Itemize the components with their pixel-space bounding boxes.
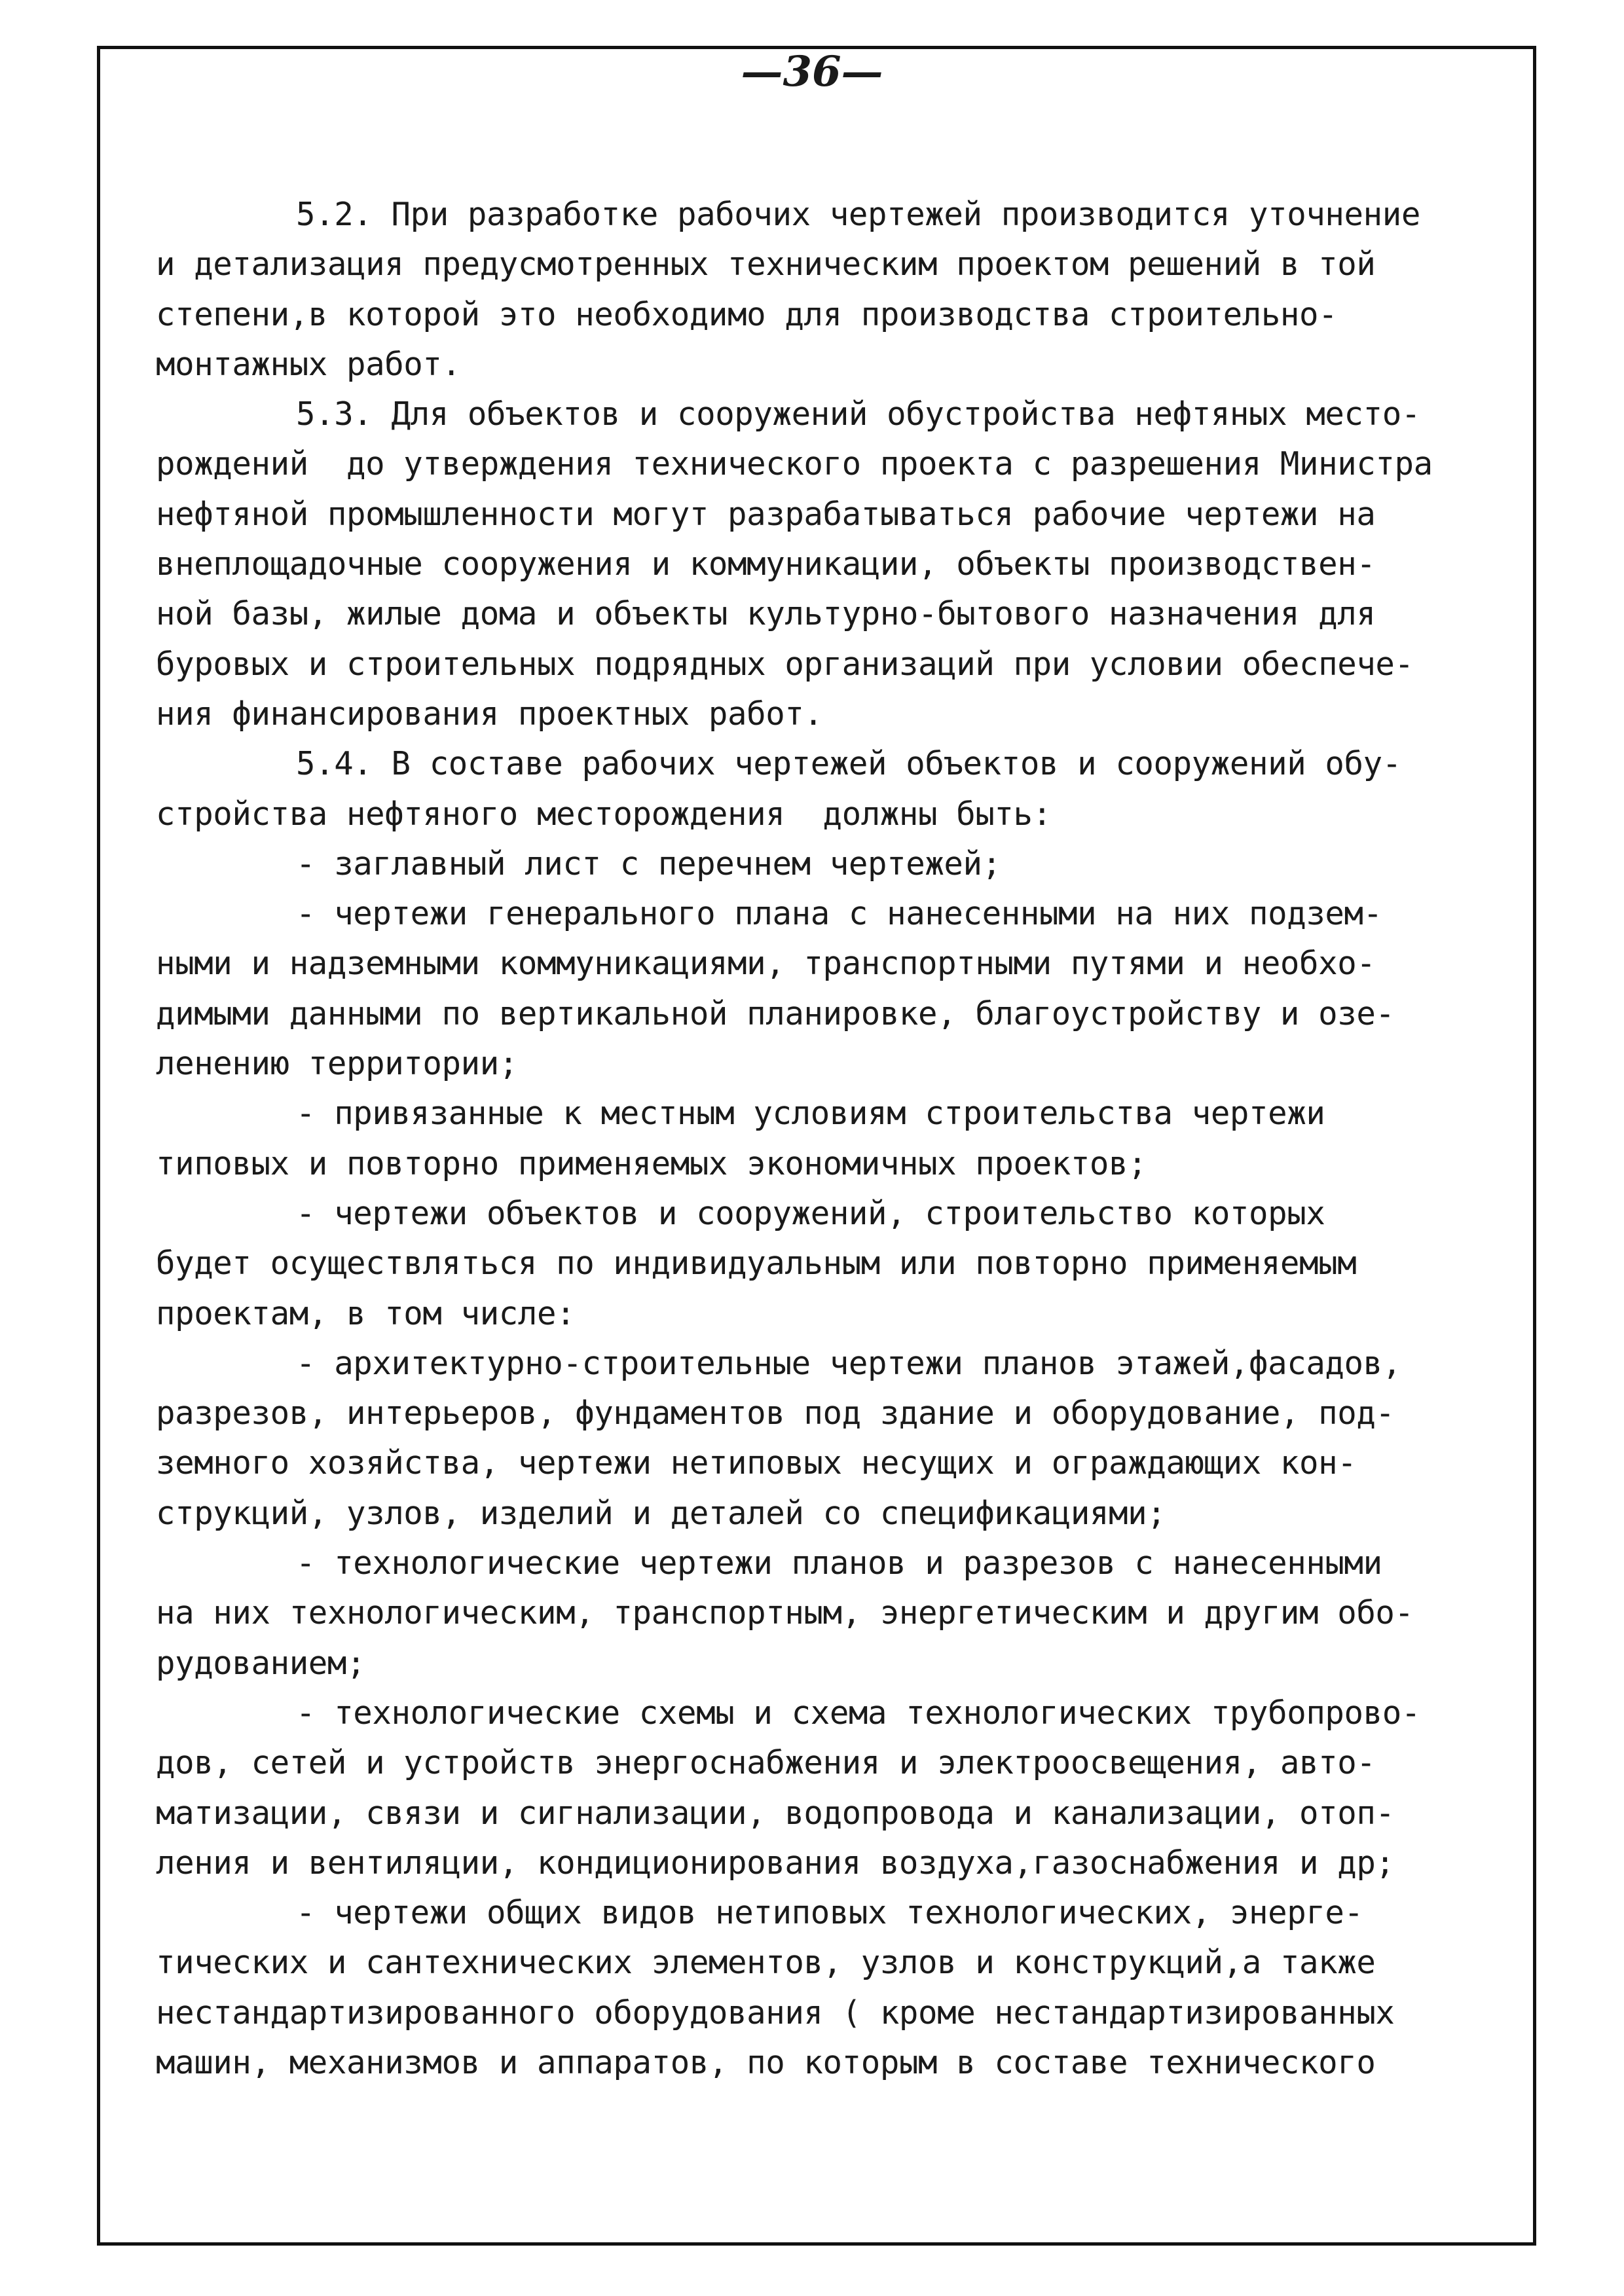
text-line: нестандартизированного оборудования ( кроме нестандартизированных [156, 1994, 1395, 2032]
text-line: тических и сантехнических элементов, узлов и конструкций,а также [156, 1944, 1376, 1982]
text-line: машин, механизмов и аппаратов, по которым в составе технического [156, 2043, 1376, 2081]
text-line: ления и вентиляции, кондиционирования воздуха,газоснабжения и др; [156, 1844, 1395, 1882]
text-line: - привязанные к местным условиям строительства чертежи [296, 1095, 1325, 1133]
text-line: разрезов, интерьеров, фундаментов под здание и оборудование, под- [156, 1394, 1395, 1432]
page-number: —36— [741, 47, 883, 96]
text-line: ния финансирования проектных работ. [156, 695, 823, 733]
text-line: рождений до утверждения технического проекта с разрешения Министра [156, 445, 1433, 483]
text-line: - технологические схемы и схема технологических трубопрово- [296, 1694, 1420, 1732]
text-line: на них технологическим, транспортным, энергетическим и другим обо- [156, 1594, 1414, 1632]
text-line: 5.3. Для объектов и сооружений обустройства нефтяных место- [296, 395, 1420, 433]
text-line: - чертежи объектов и сооружений, строительство которых [296, 1194, 1325, 1232]
text-line: 5.4. В составе рабочих чертежей объектов и сооружений обу- [296, 745, 1401, 783]
text-line: - чертежи общих видов нетиповых технологических, энерге- [296, 1894, 1363, 1932]
text-line: нефтяной промышленности могут разрабатываться рабочие чертежи на [156, 495, 1376, 533]
text-line: монтажных работ. [156, 345, 461, 383]
text-line: и детализация предусмотренных техническим проектом решений в той [156, 246, 1376, 283]
text-line: матизации, связи и сигнализации, водопровода и канализации, отоп- [156, 1794, 1395, 1832]
text-line: - архитектурно-строительные чертежи планов этажей,фасадов, [296, 1344, 1401, 1382]
text-line: - заглавный лист с перечнем чертежей; [296, 845, 1001, 883]
text-line: 5.2. При разработке рабочих чертежей производится уточнение [296, 196, 1420, 233]
text-line: буровых и строительных подрядных организаций при условии обеспече- [156, 645, 1414, 683]
text-line: струкций, узлов, изделий и деталей со спецификациями; [156, 1494, 1166, 1532]
text-line: проектам, в том числе: [156, 1294, 576, 1332]
text-line: дов, сетей и устройств энергоснабжения и электроосвещения, авто- [156, 1744, 1376, 1782]
text-line: - чертежи генерального плана с нанесенными на них подзем- [296, 895, 1382, 933]
text-line: - технологические чертежи планов и разрезов с нанесенными [296, 1544, 1382, 1582]
text-line: типовых и повторно применяемых экономичных проектов; [156, 1144, 1147, 1182]
text-line: будет осуществляться по индивидуальным или повторно применяемым [156, 1245, 1357, 1283]
text-line: ленению территории; [156, 1045, 518, 1083]
text-line: ной базы, жилые дома и объекты культурно-бытового назначения для [156, 595, 1376, 633]
document-body [156, 190, 1524, 2088]
text-line: рудованием; [156, 1644, 366, 1682]
text-line: земного хозяйства, чертежи нетиповых несущих и ограждающих кон- [156, 1444, 1357, 1482]
text-line: внеплощадочные сооружения и коммуникации, объекты производствен- [156, 545, 1376, 583]
text-line: димыми данными по вертикальной планировке, благоустройству и озе- [156, 994, 1395, 1032]
text-line: ными и надземными коммуникациями, транспортными путями и необхо- [156, 945, 1376, 983]
text-line: стройства нефтяного месторождения должны быть: [156, 795, 1052, 833]
text-line: степени,в которой это необходимо для производства строительно- [156, 295, 1338, 333]
